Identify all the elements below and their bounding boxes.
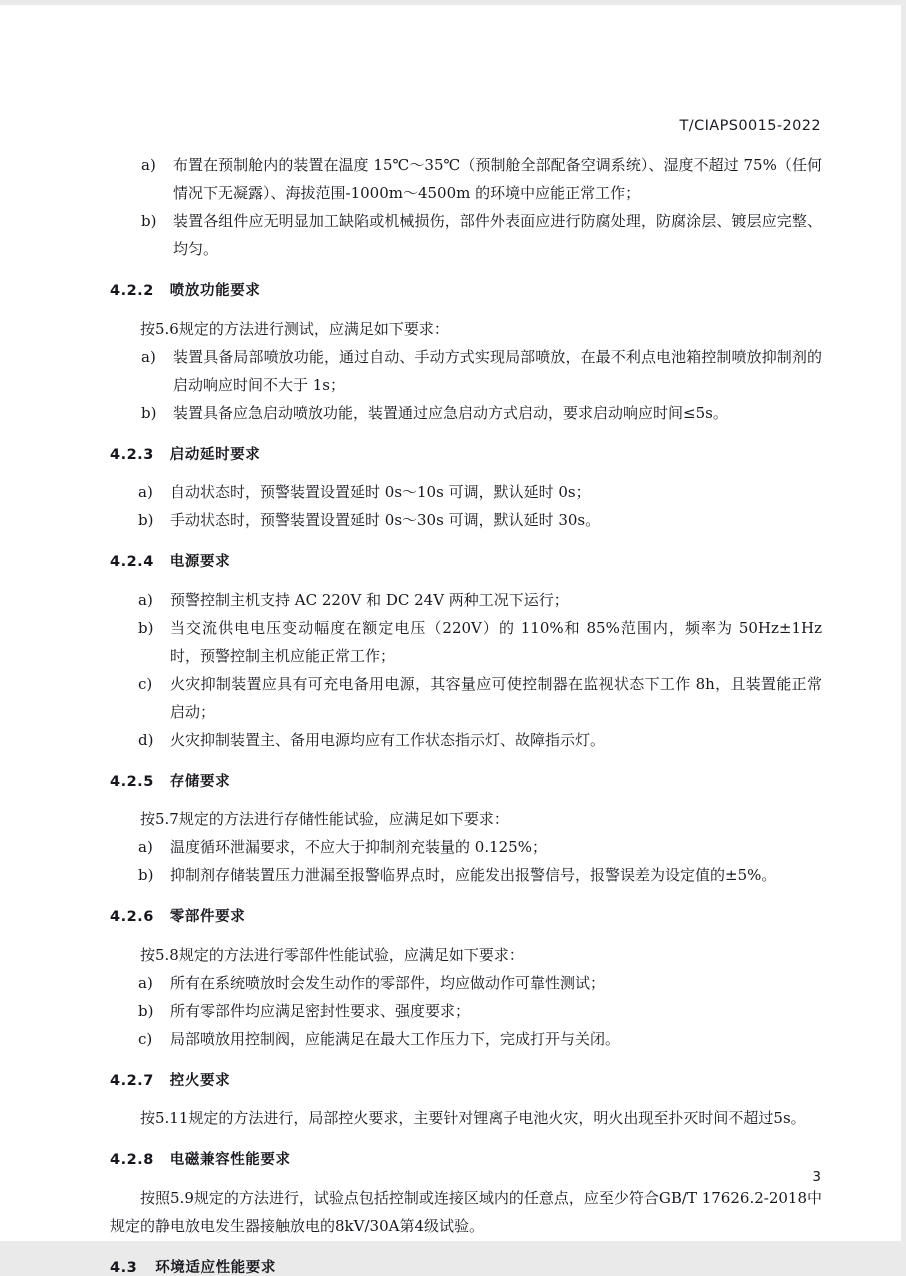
list-marker: b) [141, 403, 157, 422]
section-intro: 按5.11规定的方法进行，局部控火要求，主要针对锂离子电池火灾，明火出现至扑灭时间不超过5s。 [140, 1109, 806, 1127]
list-text: 装置具备应急启动喷放功能，装置通过应急启动方式启动，要求启动响应时间≤5s。 [173, 403, 728, 422]
section-title: 零部件要求 [169, 909, 246, 925]
section-heading-4-2-4 [110, 555, 822, 570]
list-marker: a) [141, 347, 156, 366]
list-marker: b) [141, 212, 157, 230]
list-marker: a) [138, 838, 153, 856]
list-text: 所有在系统喷放时会发生动作的零部件，均应做动作可靠性测试； [170, 973, 606, 992]
section-title: 环境适应性能要求 [155, 1259, 276, 1276]
list-text: 温度循环泄漏要求，不应大于抑制剂充装量的 0.125%； [170, 838, 547, 856]
list-text: 自动状态时，预警装置设置延时 0s～10s 可调，默认延时 0s； [170, 483, 591, 501]
list-item [110, 478, 822, 506]
section-heading-4-2-8 [110, 1153, 822, 1168]
list-text: 火灾抑制装置主、备用电源均应有工作状态指示灯、故障指示灯。 [170, 730, 606, 749]
list-marker: b) [138, 618, 154, 637]
list-item [110, 586, 822, 614]
list-item [110, 614, 822, 670]
list-text: 装置具备局部喷放功能，通过自动、手动方式实现局部喷放，在最不利点电池箱控制喷放抑制剂的启动响应时间不大于 1s； [173, 347, 822, 394]
list-marker: d) [138, 730, 154, 749]
list-marker: b) [138, 866, 154, 884]
list-item [110, 861, 822, 889]
section-number: 4.2.6 [110, 909, 154, 925]
section-title: 喷放功能要求 [169, 283, 261, 299]
section-number: 4.2.5 [110, 773, 154, 790]
list-marker: a) [138, 483, 153, 501]
list-text: 局部喷放用控制阀，应能满足在最大工作压力下，完成打开与关闭。 [170, 1029, 621, 1048]
list-text: 预警控制主机支持 AC 220V 和 DC 24V 两种工况下运行； [170, 590, 569, 609]
list-item [110, 726, 822, 754]
section-intro: 按5.7规定的方法进行存储性能试验，应满足如下要求： [140, 810, 509, 828]
list-item [110, 1025, 822, 1053]
list-item [110, 670, 822, 726]
section-number: 4.2.2 [110, 283, 154, 299]
list-text: 装置各组件应无明显加工缺陷或机械损伤，部件外表面应进行防腐处理，防腐涂层、镀层应完整、均匀。 [173, 212, 822, 258]
page-number: 3 [812, 1169, 821, 1185]
section-heading-4-2-7 [110, 1074, 822, 1089]
section-heading-4-2-5 [110, 775, 822, 790]
list-text: 当交流供电电压变动幅度在额定电压（220V）的 110%和 85%范围内，频率为 50Hz±1Hz 时，预警控制主机应能正常工作； [170, 618, 822, 665]
section-title: 电源要求 [169, 554, 231, 570]
document-header-reference: T/CIAPS0015-2022 [679, 118, 821, 134]
section-heading-4-2-6 [110, 910, 822, 925]
list-text: 手动状态时，预警装置设置延时 0s～30s 可调，默认延时 30s。 [170, 511, 601, 529]
section-number: 4.2.7 [110, 1072, 154, 1089]
carryover-list [110, 151, 822, 263]
list-item [110, 207, 822, 263]
list-item [110, 151, 822, 207]
list-item [110, 506, 822, 534]
section-intro: 按照5.9规定的方法进行，试验点包括控制或连接区域内的任意点，应至少符合GB/T 17626.2-2018中规定的静电放电发生器接触放电的8kV/30A第4级试验。 [110, 1188, 822, 1235]
list-marker: c) [138, 674, 153, 693]
list-marker: a) [138, 973, 153, 992]
section-heading-4-3 [110, 1261, 822, 1276]
list-item [110, 399, 822, 427]
section-number: 4.2.8 [110, 1152, 154, 1168]
list-text: 抑制剂存储装置压力泄漏至报警临界点时，应能发出报警信号，报警误差为设定值的±5%。 [170, 866, 777, 884]
document-page [0, 5, 901, 1276]
list-marker: a) [138, 590, 153, 609]
section-number: 4.3 [110, 1259, 138, 1276]
section-title: 存储要求 [169, 773, 231, 790]
list-marker: c) [138, 1029, 153, 1048]
list-text: 布置在预制舱内的装置在温度 15℃～35℃（预制舱全部配备空调系统）、湿度不超过 75%（任何情况下无凝露）、海拔范围-1000m～4500m 的环境中应能正常工作； [173, 156, 822, 202]
section-title: 控火要求 [169, 1072, 231, 1089]
document-body-column [110, 151, 822, 1275]
list-text: 火灾抑制装置应具有可充电备用电源，其容量应可使控制器在监视状态下工作 8h，且装置能正常启动； [170, 674, 822, 721]
section-number: 4.2.4 [110, 554, 154, 570]
list-marker: a) [141, 156, 156, 174]
section-heading-4-2-3 [110, 448, 822, 463]
list-item [110, 997, 822, 1025]
section-number: 4.2.3 [110, 446, 154, 463]
list-marker: b) [138, 1001, 154, 1020]
section-intro: 按5.8规定的方法进行零部件性能试验，应满足如下要求： [140, 945, 524, 964]
list-marker: b) [138, 511, 154, 529]
list-item [110, 833, 822, 861]
list-item [110, 343, 822, 399]
section-title: 启动延时要求 [169, 446, 261, 463]
section-heading-4-2-2 [110, 284, 822, 299]
section-intro: 按5.6规定的方法进行测试，应满足如下要求： [140, 319, 449, 338]
list-item [110, 969, 822, 997]
section-title: 电磁兼容性能要求 [169, 1152, 291, 1168]
list-text: 所有零部件均应满足密封性要求、强度要求； [170, 1001, 471, 1020]
